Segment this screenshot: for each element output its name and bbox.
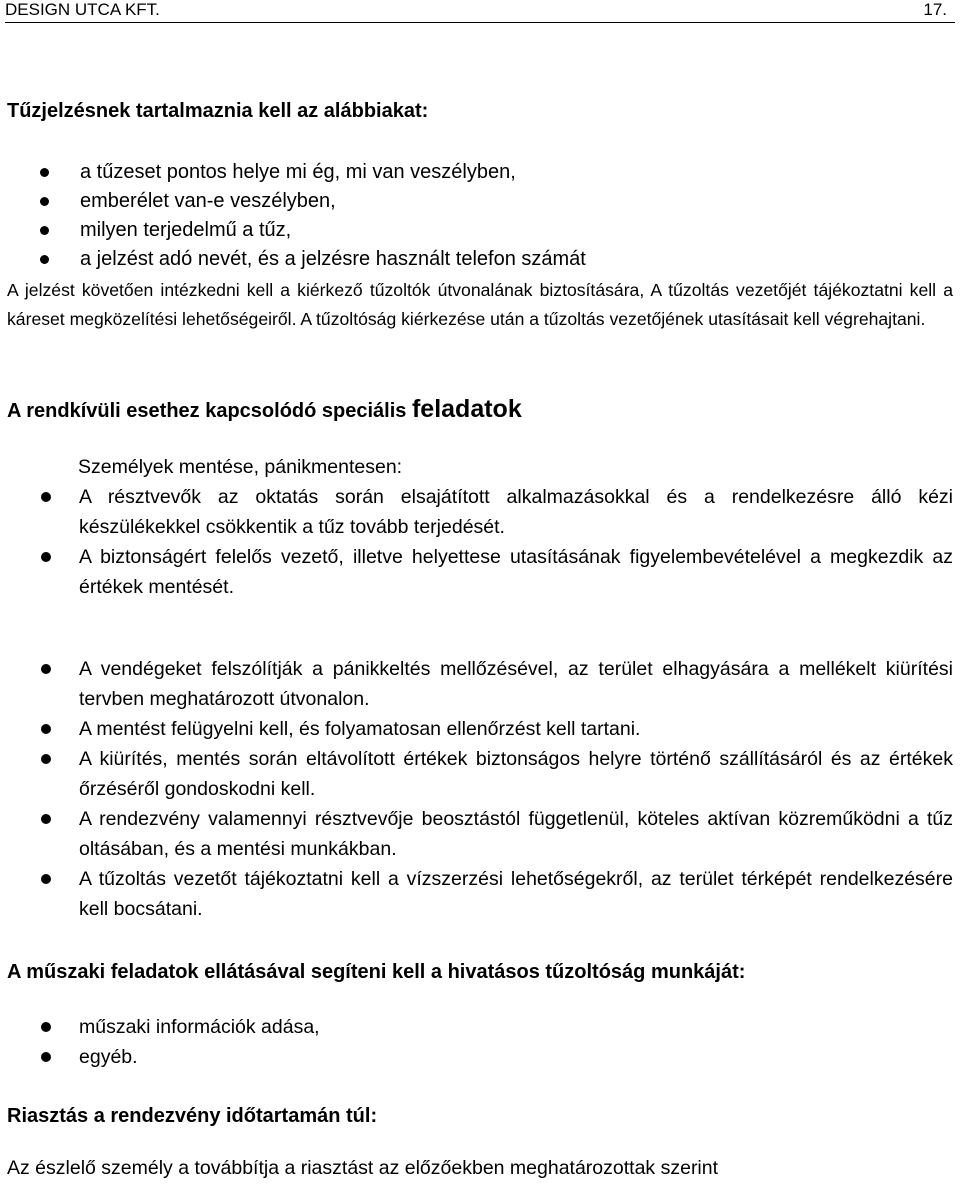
special-tasks-subheading: Személyek mentése, pánikmentesen:	[78, 456, 403, 478]
list-item: A biztonságért felelős vezető, illetve helyettese utasításának figyelembevételével a megkezdik az értékek mentését.	[7, 542, 953, 602]
bullet-icon	[41, 664, 51, 674]
list-item: milyen terjedelmű a tűz,	[7, 216, 953, 245]
bullet-icon	[41, 814, 51, 824]
list-item: egyéb.	[7, 1042, 953, 1072]
technical-tasks-heading: A műszaki feladatok ellátásával segíteni kell a hivatásos tűzoltóság munkáját:	[7, 961, 746, 983]
list-item: A mentést felügyelni kell, és folyamatosan ellenőrzést kell tartani.	[7, 714, 953, 744]
special-tasks-heading: A rendkívüli esethez kapcsolódó speciális feladatok	[7, 395, 522, 423]
bullet-icon	[41, 1022, 51, 1032]
special-tasks-list-1	[7, 482, 953, 602]
list-item: a tűzeset pontos helye mi ég, mi van veszélyben,	[7, 158, 953, 187]
bullet-icon	[41, 492, 51, 502]
alarm-heading: Riasztás a rendezvény időtartamán túl:	[7, 1105, 378, 1127]
bullet-icon	[40, 168, 49, 177]
list-item: emberélet van-e veszélyben,	[7, 187, 953, 216]
bullet-icon	[41, 552, 51, 562]
fire-report-paragraph: A jelzést követően intézkedni kell a kiérkező tűzoltók útvonalának biztosítására, A tűzoltás vezetőjét tájékoztatni kell a káreset megközelítési lehetőségeiről. A tűzoltóság kiérkezése után a tűzoltás vezetőjének utasításait kell végrehajtani.	[7, 280, 953, 329]
alarm-text: Az észlelő személy a továbbítja a riasztást az előzőekben meghatározottak szerint	[7, 1157, 719, 1179]
fire-report-list	[7, 158, 953, 274]
list-item: a jelzést adó nevét, és a jelzésre használt telefon számát	[7, 245, 953, 274]
bullet-icon	[41, 724, 51, 734]
list-item: A résztvevők az oktatás során elsajátított alkalmazásokkal és a rendelkezésre álló kézi készülékekkel csökkentik a tűz tovább terjedését.	[7, 482, 953, 542]
bullet-icon	[40, 197, 49, 206]
fire-report-heading: Tűzjelzésnek tartalmaznia kell az alábbiakat:	[7, 100, 429, 122]
bullet-icon	[41, 754, 51, 764]
bullet-icon	[41, 874, 51, 884]
bullet-icon	[40, 255, 49, 264]
bullet-icon	[40, 226, 49, 235]
bullet-icon	[41, 1052, 51, 1062]
list-item: A tűzoltás vezetőt tájékoztatni kell a vízszerzési lehetőségekről, az terület térképét rendelkezésére kell bocsátani.	[7, 864, 953, 924]
technical-tasks-list	[7, 1012, 953, 1072]
page-header	[5, 0, 955, 23]
list-item: A rendezvény valamennyi résztvevője beosztástól függetlenül, köteles aktívan közreműködni a tűz oltásában, és a mentési munkákban.	[7, 804, 953, 864]
company-name: DESIGN UTCA KFT.	[5, 0, 160, 19]
page-number: 17.	[923, 0, 947, 19]
list-item: műszaki információk adása,	[7, 1012, 953, 1042]
list-item: A kiürítés, mentés során eltávolított értékek biztonságos helyre történő szállításáról és az értékek őrzéséről gondoskodni kell.	[7, 744, 953, 804]
list-item: A vendégeket felszólítják a pánikkeltés mellőzésével, az terület elhagyására a mellékelt kiürítési tervben meghatározott útvonalon.	[7, 654, 953, 714]
special-tasks-list-2	[7, 654, 953, 924]
